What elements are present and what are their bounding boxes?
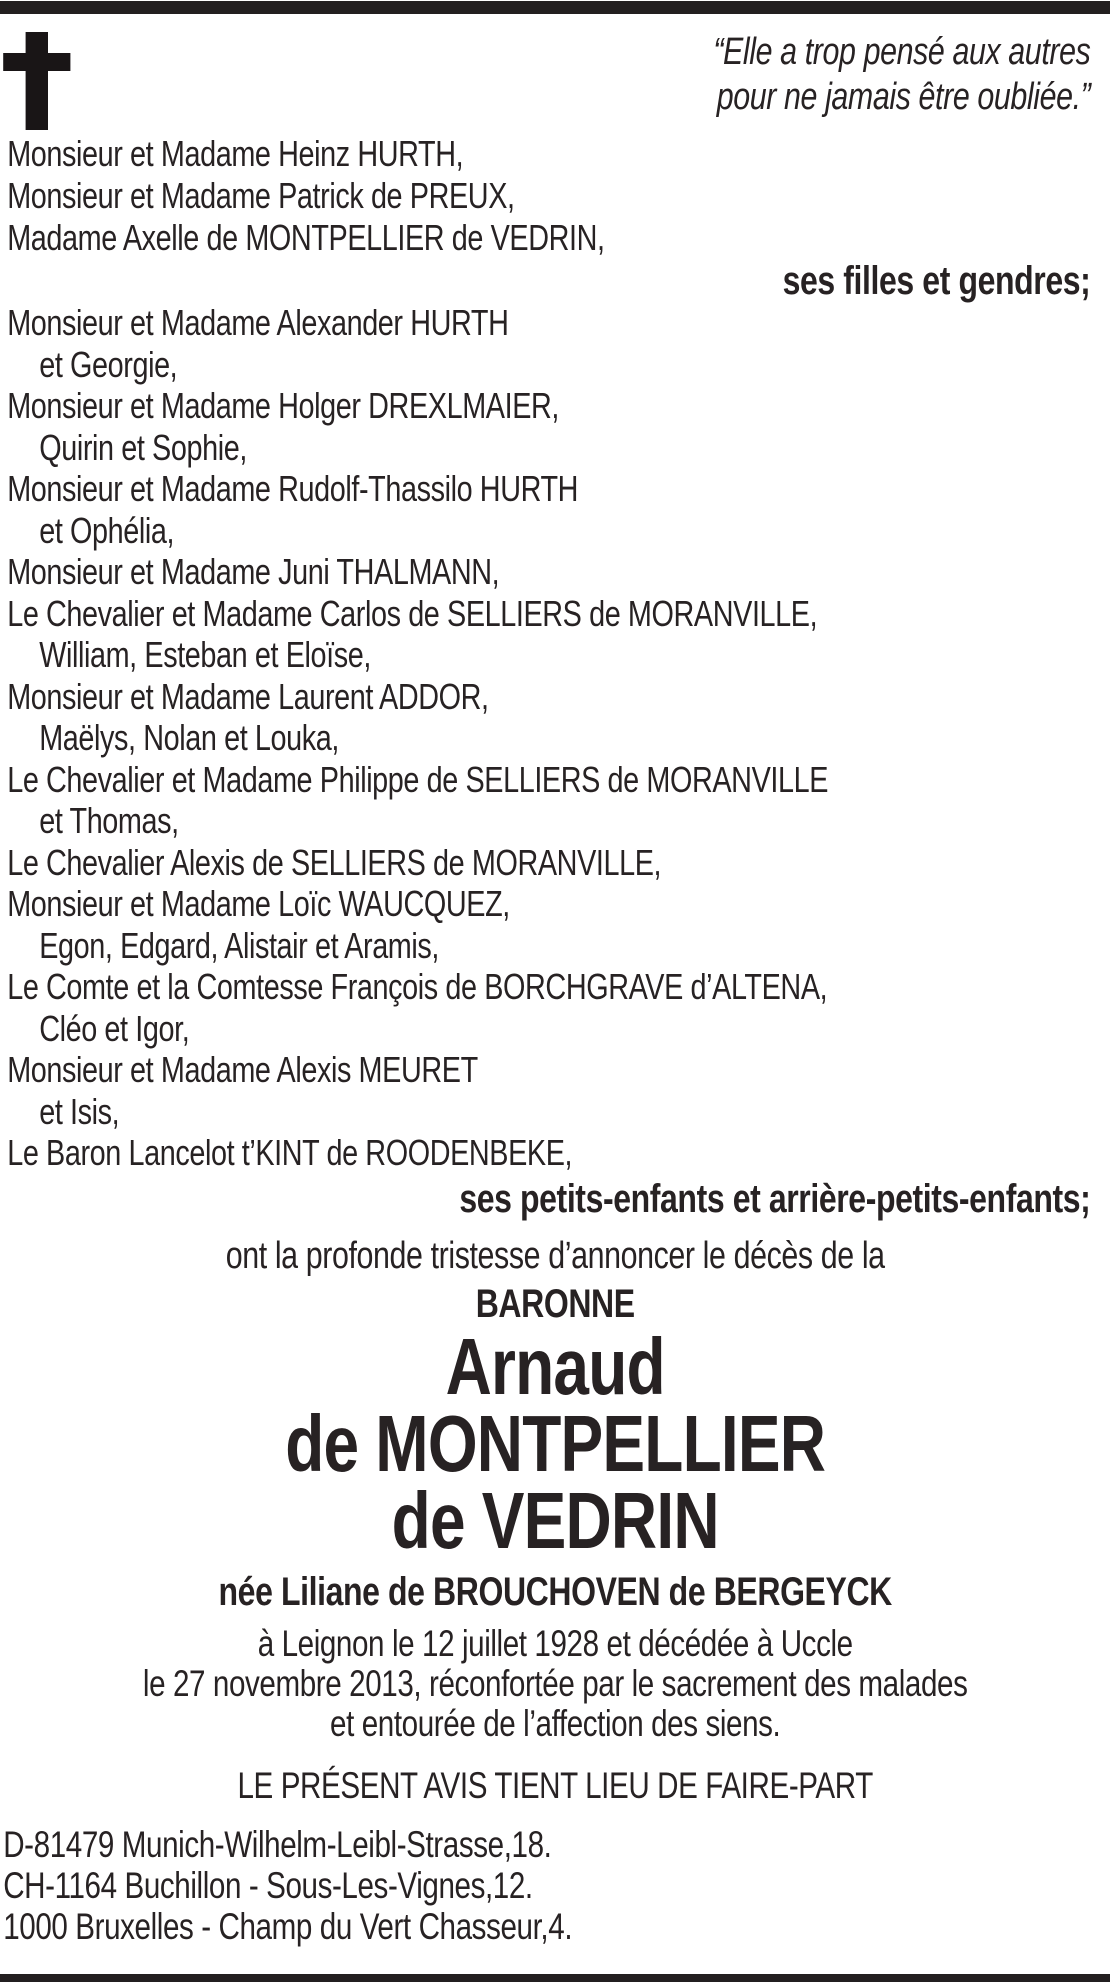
life-details-line: à Leignon le 12 juillet 1928 et décédée à Uccle	[257, 1623, 853, 1664]
death-announcement-sentence: ont la profonde tristesse d’annoncer le décès de la	[225, 1235, 885, 1277]
mourner-line: Monsieur et Madame Alexis MEURET	[7, 1049, 478, 1090]
mourner-line: Cléo et Igor,	[39, 1007, 190, 1049]
mourner-line: Monsieur et Madame Loïc WAUCQUEZ,	[7, 883, 510, 924]
noble-rank-title: BARONNE	[475, 1282, 635, 1326]
family-addresses	[3, 1824, 572, 1947]
top-border-bar	[0, 1, 1110, 14]
mourner-line: Monsieur et Madame Rudolf-Thassilo HURTH	[7, 468, 579, 509]
life-details-line: et entourée de l’affection des siens.	[330, 1703, 781, 1744]
grandchildren-relationship-label: ses petits-enfants et arrière-petits-enfants;	[459, 1177, 1091, 1221]
deceased-name-line: de MONTPELLIER	[285, 1399, 826, 1488]
daughters-relationship-label: ses filles et gendres;	[782, 259, 1091, 303]
mourner-line: Monsieur et Madame Alexander HURTH	[7, 302, 509, 343]
memorial-quote-line: pour ne jamais être oubliée.”	[716, 76, 1091, 118]
mourner-line: Monsieur et Madame Patrick de PREUX,	[7, 175, 515, 216]
maiden-name: née Liliane de BROUCHOVEN de BERGEYCK	[218, 1570, 892, 1614]
mourner-line: William, Esteban et Eloïse,	[39, 634, 371, 675]
mourner-line: Monsieur et Madame Laurent ADDOR,	[7, 675, 489, 717]
cross-vertical-beam	[26, 32, 48, 130]
mourner-line: Le Chevalier et Madame Philippe de SELLIERS de MORANVILLE	[7, 758, 829, 800]
mourner-line: Maëlys, Nolan et Louka,	[39, 717, 339, 758]
cross-horizontal-beam	[3, 53, 70, 71]
mourner-line: Monsieur et Madame Juni THALMANN,	[7, 551, 500, 592]
mourner-line: Egon, Edgard, Alistair et Aramis,	[39, 924, 440, 966]
faire-part-notice: LE PRÉSENT AVIS TIENT LIEU DE FAIRE-PART	[237, 1765, 873, 1806]
address-line: D-81479 Munich-Wilhelm-Leibl-Strasse,18.	[3, 1824, 552, 1865]
deceased-name-line: Arnaud	[445, 1322, 665, 1411]
mourner-line: Le Chevalier Alexis de SELLIERS de MORANVILLE,	[7, 841, 662, 883]
mourner-line: Monsieur et Madame Holger DREXLMAIER,	[7, 385, 560, 426]
cross-icon	[3, 32, 70, 130]
mourner-line: Monsieur et Madame Heinz HURTH,	[7, 133, 464, 174]
mourner-line: et Thomas,	[39, 800, 179, 841]
mourner-line: Le Baron Lancelot t’KINT de ROODENBEKE,	[7, 1132, 573, 1173]
mourner-line: Le Chevalier et Madame Carlos de SELLIERS de MORANVILLE,	[7, 592, 818, 634]
deceased-name-line: de VEDRIN	[391, 1476, 719, 1565]
mourners-grandchildren-list	[7, 302, 1090, 1174]
mourner-line: Madame Axelle de MONTPELLIER de VEDRIN,	[7, 217, 605, 258]
memorial-quote	[713, 30, 1090, 120]
deceased-name	[0, 1322, 1110, 1565]
mourner-line: et Isis,	[39, 1090, 120, 1132]
mourner-line: et Georgie,	[39, 343, 178, 385]
mourners-daughters-list	[7, 133, 1090, 259]
mourner-line: et Ophélia,	[39, 509, 175, 551]
life-details	[0, 1624, 1110, 1744]
memorial-quote-line: “Elle a trop pensé aux autres	[713, 31, 1091, 73]
life-details-line: le 27 novembre 2013, réconfortée par le sacrement des malades	[142, 1663, 968, 1704]
mourner-line: Le Comte et la Comtesse François de BORCHGRAVE d’ALTENA,	[7, 966, 828, 1007]
mourner-line: Quirin et Sophie,	[39, 426, 247, 468]
address-line: CH-1164 Buchillon - Sous-Les-Vignes,12.	[3, 1865, 533, 1906]
address-line: 1000 Bruxelles - Champ du Vert Chasseur,4.	[3, 1906, 573, 1947]
bottom-border-bar	[0, 1974, 1110, 1982]
